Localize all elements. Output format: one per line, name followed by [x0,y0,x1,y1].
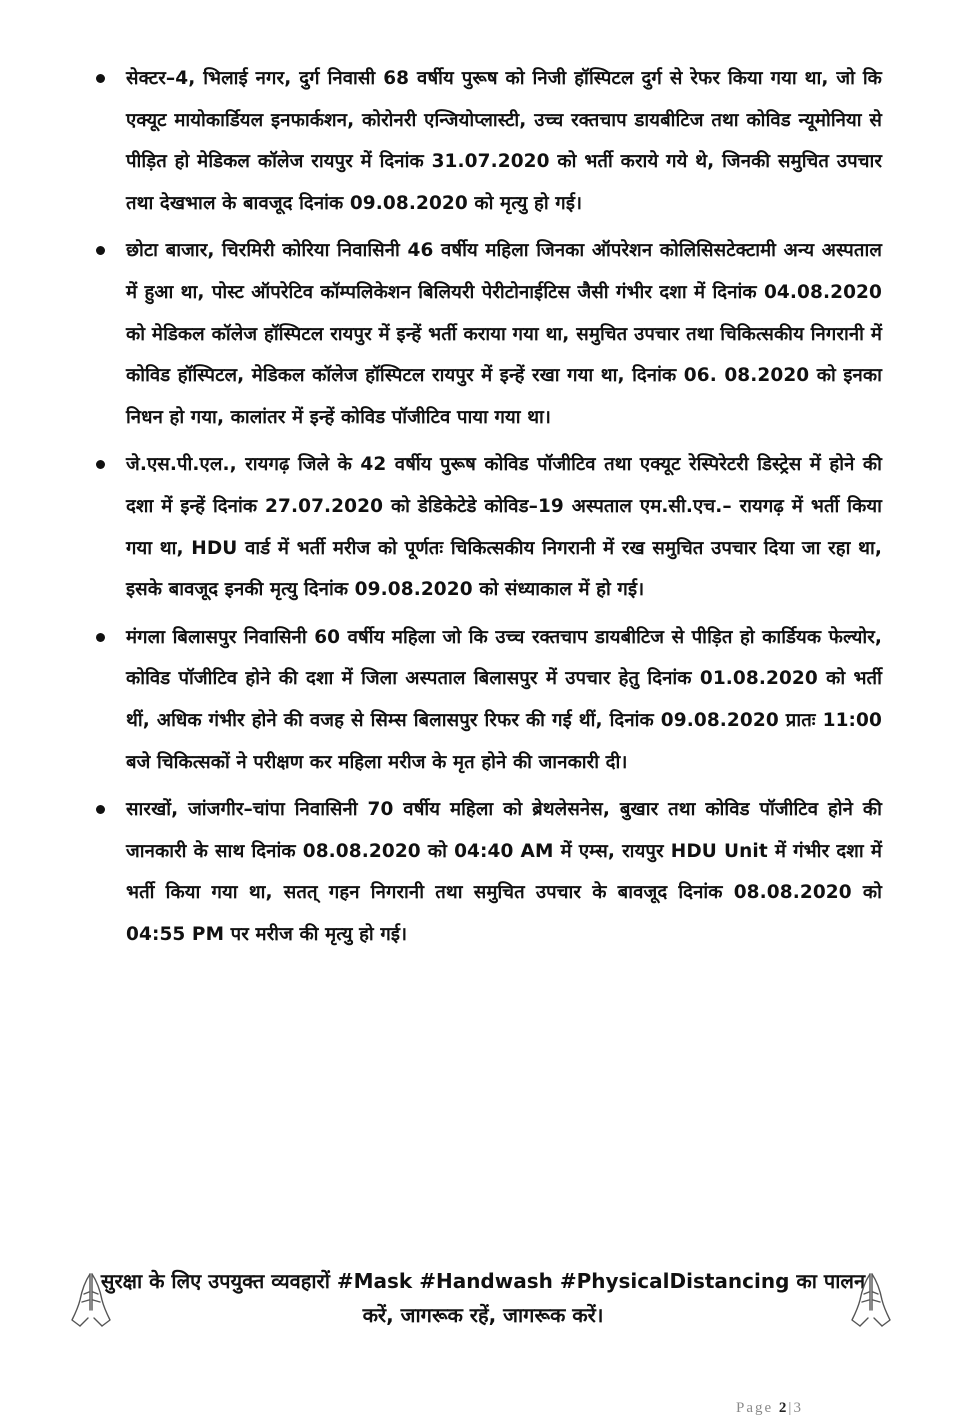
list-item [92,230,882,438]
bullet-dot-icon [96,74,105,83]
item-text: जे.एस.पी.एल., रायगढ़ जिले के 42 वर्षीय पुरूष कोविड पॉजीटिव तथा एक्यूट रेस्पिरेटरी डिस्ट्रेस में होने की दशा में इन्हें दिनांक 27.07.2020 को डेडिकेटेडे कोविड–19 अस्पताल एम.सी.एच.– रायगढ़ में भर्ती किया गया था, HDU वार्ड में भर्ती मरीज को पूर्णतः चिकित्सकीय निगरानी में रख समुचित उपचार दिया जा रहा था, इसके बावजूद इनकी मृत्यु दिनांक 09.08.2020 को संध्याकाल में हो गई। [126,454,882,601]
list-item [92,617,882,783]
bullet-dot-icon [96,633,105,642]
list-item [92,444,882,610]
bullet-dot-icon [96,246,105,255]
bullet-dot-icon [96,460,105,469]
page-number [736,1400,803,1417]
item-text: मंगला बिलासपुर निवासिनी 60 वर्षीय महिला जो कि उच्च रक्तचाप डायबीटिज से पीड़ित हो कार्डियक फेल्योर, कोविड पॉजीटिव होने की दशा में जिला अस्पताल बिलासपुर में उपचार हेतु दिनांक 01.08.2020 को भर्ती थीं, अधिक गंभीर होने की वजह से सिम्स बिलासपुर रिफर की गई थीं, दिनांक 09.08.2020 प्रातः 11:00 बजे चिकित्सकों ने परीक्षण कर महिला मरीज के मृत होने की जानकारी दी। [126,626,882,773]
page-current: 2 [778,1400,789,1416]
item-text: सारखों, जांजगीर–चांपा निवासिनी 70 वर्षीय महिला को ब्रेथलेसनेस, बुखार तथा कोविड पॉजीटिव होने की जानकारी के साथ दिनांक 08.08.2020 को 04:40 AM में एम्स, रायपुर HDU Unit में गंभीर दशा में भर्ती किया गया था, सतत् गहन निगरानी तथा समुचित उपचार के बावजूद दिनांक 08.08.2020 को 04:55 PM पर मरीज की मृत्यु हो गई। [126,799,882,945]
bullet-list [92,58,882,961]
list-item [92,789,882,955]
page-label: Page [736,1400,774,1416]
footer-message [60,1264,906,1332]
footer-line-1: सुरक्षा के लिए उपयुक्त व्यवहारों #Mask #Handwash #PhysicalDistancing का पालन [100,1269,866,1293]
praying-hands-icon [850,1270,892,1332]
page-total: 3 [793,1400,803,1416]
page-separator: | [788,1400,794,1416]
footer-line-2: करें, जागरूक रहें, जागरूक करें। [362,1303,604,1327]
item-text: छोटा बाजार, चिरमिरी कोरिया निवासिनी 46 वर्षीय महिला जिनका ऑपरेशन कोलिसिसटेक्टामी अन्य अस्पताल में हुआ था, पोस्ट ऑपरेटिव कॉम्पलिकेशन बिलियरी पेरीटोनाईटिस जैसी गंभीर दशा में दिनांक 04.08.2020 को मेडिकल कॉलेज हॉस्पिटल रायपुर में इन्हें भर्ती कराया गया था, समुचित उपचार तथा चिकित्सकीय निगरानी में कोविड हॉस्पिटल, मेडिकल कॉलेज हॉस्पिटल रायपुर में इन्हें रखा गया था, दिनांक 06. 08.2020 को इनका निधन हो गया, कालांतर में इन्हें कोविड पॉजीटिव पाया गया था। [126,240,882,428]
item-text: सेक्टर–4, भिलाई नगर, दुर्ग निवासी 68 वर्षीय पुरूष को निजी हॉस्पिटल दुर्ग से रेफर किया गया था, जो कि एक्यूट मायोकार्डियल इनफार्कशन, कोरोनरी एन्जियोप्लास्टी, उच्च रक्तचाप डायबीटिज तथा कोविड न्यूमोनिया से पीड़ित हो मेडिकल कॉलेज रायपुर में दिनांक 31.07.2020 को भर्ती कराये गये थे, जिनकी समुचित उपचार तथा देखभाल के बावजूद दिनांक 09.08.2020 को मृत्यु हो गई। [126,68,882,214]
list-item [92,58,882,224]
bullet-dot-icon [96,805,105,814]
